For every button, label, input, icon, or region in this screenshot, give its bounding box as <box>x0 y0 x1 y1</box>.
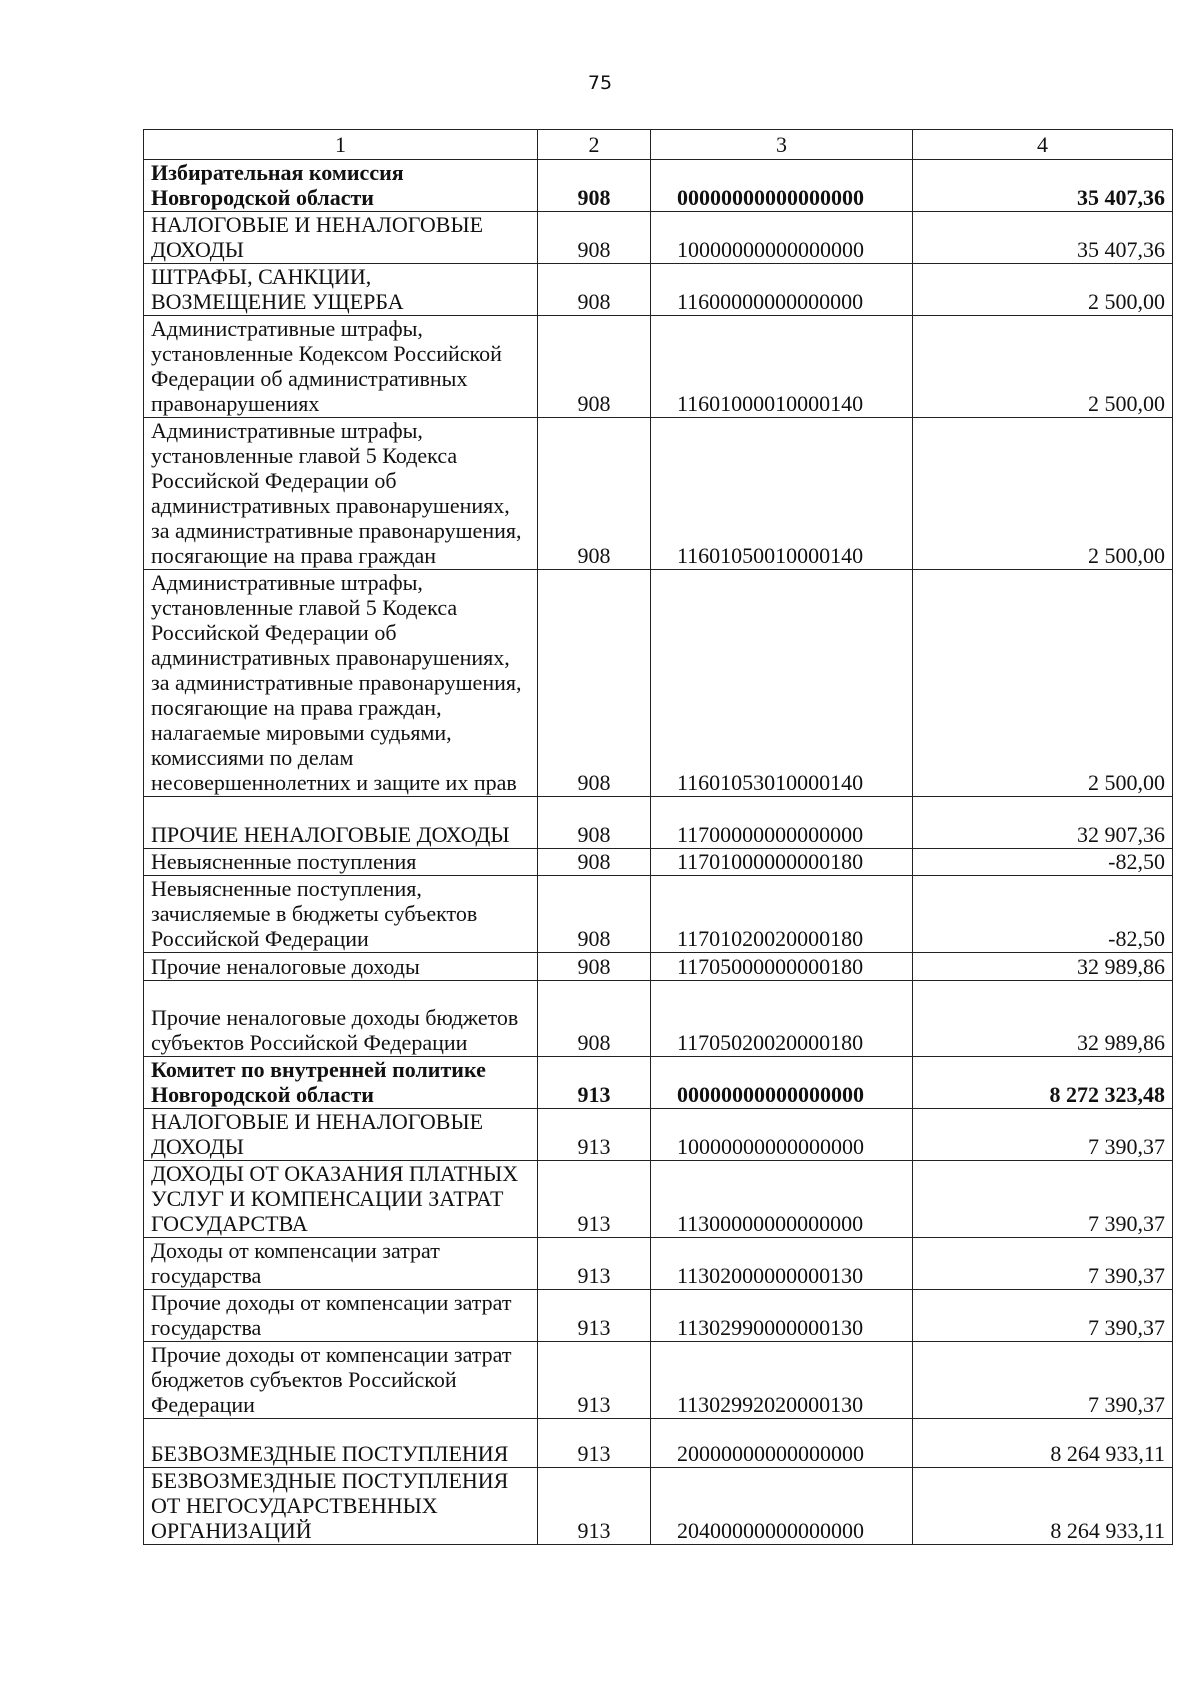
row-admin-code-cell: 913 <box>538 1468 651 1545</box>
row-budget-code-cell: 10000000000000000 <box>651 1109 913 1161</box>
row-amount-cell: 2 500,00 <box>913 264 1173 316</box>
row-name-cell: НАЛОГОВЫЕ И НЕНАЛОГОВЫЕ ДОХОДЫ <box>144 212 538 264</box>
row-admin-code-cell: 913 <box>538 1342 651 1419</box>
column-header: 4 <box>913 130 1173 160</box>
row-name-cell: Административные штрафы, установленные главой 5 Кодекса Российской Федерации об административных правонарушениях, за административные правонарушения, посягающие на права граждан <box>144 418 538 570</box>
table-row <box>144 1057 1173 1109</box>
column-header-row <box>144 130 1173 160</box>
row-amount-cell: 7 390,37 <box>913 1290 1173 1342</box>
row-name-cell: Невыясненные поступления <box>144 849 538 876</box>
row-admin-code-cell: 908 <box>538 981 651 1057</box>
row-budget-code-cell: 11302000000000130 <box>651 1238 913 1290</box>
table-row <box>144 1238 1173 1290</box>
row-admin-code-cell: 908 <box>538 876 651 953</box>
row-admin-code-cell: 913 <box>538 1057 651 1109</box>
row-budget-code-cell: 11302990000000130 <box>651 1290 913 1342</box>
row-name-cell: БЕЗВОЗМЕЗДНЫЕ ПОСТУПЛЕНИЯ ОТ НЕГОСУДАРСТВЕННЫХ ОРГАНИЗАЦИЙ <box>144 1468 538 1545</box>
row-amount-cell: 7 390,37 <box>913 1161 1173 1238</box>
row-budget-code-cell: 11601000010000140 <box>651 316 913 418</box>
row-amount-cell: 35 407,36 <box>913 212 1173 264</box>
revenue-table-body <box>144 130 1173 1545</box>
table-row <box>144 160 1173 212</box>
row-amount-cell: 7 390,37 <box>913 1238 1173 1290</box>
row-amount-cell: -82,50 <box>913 849 1173 876</box>
table-row <box>144 1290 1173 1342</box>
row-budget-code-cell: 11701020020000180 <box>651 876 913 953</box>
row-name-cell: Комитет по внутренней политике Новгородской области <box>144 1057 538 1109</box>
table-row <box>144 264 1173 316</box>
row-name-cell: Прочие доходы от компенсации затрат государства <box>144 1290 538 1342</box>
row-admin-code-cell: 913 <box>538 1109 651 1161</box>
row-admin-code-cell: 908 <box>538 418 651 570</box>
row-amount-cell: 7 390,37 <box>913 1342 1173 1419</box>
row-name-cell: НАЛОГОВЫЕ И НЕНАЛОГОВЫЕ ДОХОДЫ <box>144 1109 538 1161</box>
row-budget-code-cell: 11701000000000180 <box>651 849 913 876</box>
row-amount-cell: 7 390,37 <box>913 1109 1173 1161</box>
table-row <box>144 876 1173 953</box>
row-budget-code-cell: 11601050010000140 <box>651 418 913 570</box>
table-row <box>144 849 1173 876</box>
row-budget-code-cell: 11601053010000140 <box>651 570 913 797</box>
row-name-cell: Прочие доходы от компенсации затрат бюджетов субъектов Российской Федерации <box>144 1342 538 1419</box>
row-budget-code-cell: 11302992020000130 <box>651 1342 913 1419</box>
row-name-cell: ШТРАФЫ, САНКЦИИ, ВОЗМЕЩЕНИЕ УЩЕРБА <box>144 264 538 316</box>
row-name-cell: Прочие неналоговые доходы <box>144 953 538 981</box>
row-amount-cell: -82,50 <box>913 876 1173 953</box>
row-budget-code-cell: 00000000000000000 <box>651 1057 913 1109</box>
table-row <box>144 981 1173 1057</box>
page-number: 75 <box>587 72 613 94</box>
table-row <box>144 418 1173 570</box>
table-row <box>144 1468 1173 1545</box>
row-amount-cell: 8 264 933,11 <box>913 1468 1173 1545</box>
row-name-cell: Административные штрафы, установленные Кодексом Российской Федерации об административных правонарушениях <box>144 316 538 418</box>
table-row <box>144 953 1173 981</box>
row-admin-code-cell: 908 <box>538 797 651 849</box>
row-name-cell: БЕЗВОЗМЕЗДНЫЕ ПОСТУПЛЕНИЯ <box>144 1419 538 1468</box>
row-budget-code-cell: 11705020020000180 <box>651 981 913 1057</box>
row-budget-code-cell: 11600000000000000 <box>651 264 913 316</box>
row-amount-cell: 32 989,86 <box>913 981 1173 1057</box>
row-amount-cell: 32 907,36 <box>913 797 1173 849</box>
row-name-cell: Доходы от компенсации затрат государства <box>144 1238 538 1290</box>
row-amount-cell: 2 500,00 <box>913 316 1173 418</box>
row-name-cell: ПРОЧИЕ НЕНАЛОГОВЫЕ ДОХОДЫ <box>144 797 538 849</box>
row-name-cell: Прочие неналоговые доходы бюджетов субъектов Российской Федерации <box>144 981 538 1057</box>
row-budget-code-cell: 11300000000000000 <box>651 1161 913 1238</box>
table-row <box>144 1419 1173 1468</box>
row-admin-code-cell: 913 <box>538 1238 651 1290</box>
row-name-cell: ДОХОДЫ ОТ ОКАЗАНИЯ ПЛАТНЫХ УСЛУГ И КОМПЕНСАЦИИ ЗАТРАТ ГОСУДАРСТВА <box>144 1161 538 1238</box>
row-name-cell: Административные штрафы, установленные главой 5 Кодекса Российской Федерации об административных правонарушениях, за административные правонарушения, посягающие на права граждан, налагаемые мировыми судьями, комиссиями по делам несовершеннолетних и защите их прав <box>144 570 538 797</box>
table-row <box>144 1342 1173 1419</box>
table-row <box>144 212 1173 264</box>
table-row <box>144 1161 1173 1238</box>
row-amount-cell: 8 272 323,48 <box>913 1057 1173 1109</box>
row-name-cell: Избирательная комиссия Новгородской области <box>144 160 538 212</box>
table-row <box>144 316 1173 418</box>
row-amount-cell: 32 989,86 <box>913 953 1173 981</box>
row-admin-code-cell: 913 <box>538 1161 651 1238</box>
row-admin-code-cell: 908 <box>538 849 651 876</box>
row-amount-cell: 8 264 933,11 <box>913 1419 1173 1468</box>
row-admin-code-cell: 908 <box>538 570 651 797</box>
row-budget-code-cell: 20400000000000000 <box>651 1468 913 1545</box>
row-admin-code-cell: 908 <box>538 212 651 264</box>
row-budget-code-cell: 20000000000000000 <box>651 1419 913 1468</box>
row-admin-code-cell: 908 <box>538 953 651 981</box>
table-row <box>144 570 1173 797</box>
row-amount-cell: 35 407,36 <box>913 160 1173 212</box>
column-header: 1 <box>144 130 538 160</box>
row-amount-cell: 2 500,00 <box>913 418 1173 570</box>
row-budget-code-cell: 11705000000000180 <box>651 953 913 981</box>
row-budget-code-cell: 00000000000000000 <box>651 160 913 212</box>
row-name-cell: Невыясненные поступления, зачисляемые в бюджеты субъектов Российской Федерации <box>144 876 538 953</box>
row-admin-code-cell: 908 <box>538 160 651 212</box>
column-header: 3 <box>651 130 913 160</box>
table-row <box>144 797 1173 849</box>
row-admin-code-cell: 913 <box>538 1290 651 1342</box>
row-budget-code-cell: 11700000000000000 <box>651 797 913 849</box>
row-admin-code-cell: 913 <box>538 1419 651 1468</box>
table-row <box>144 1109 1173 1161</box>
revenue-table <box>143 129 1173 1545</box>
row-admin-code-cell: 908 <box>538 264 651 316</box>
column-header: 2 <box>538 130 651 160</box>
row-admin-code-cell: 908 <box>538 316 651 418</box>
row-amount-cell: 2 500,00 <box>913 570 1173 797</box>
row-budget-code-cell: 10000000000000000 <box>651 212 913 264</box>
